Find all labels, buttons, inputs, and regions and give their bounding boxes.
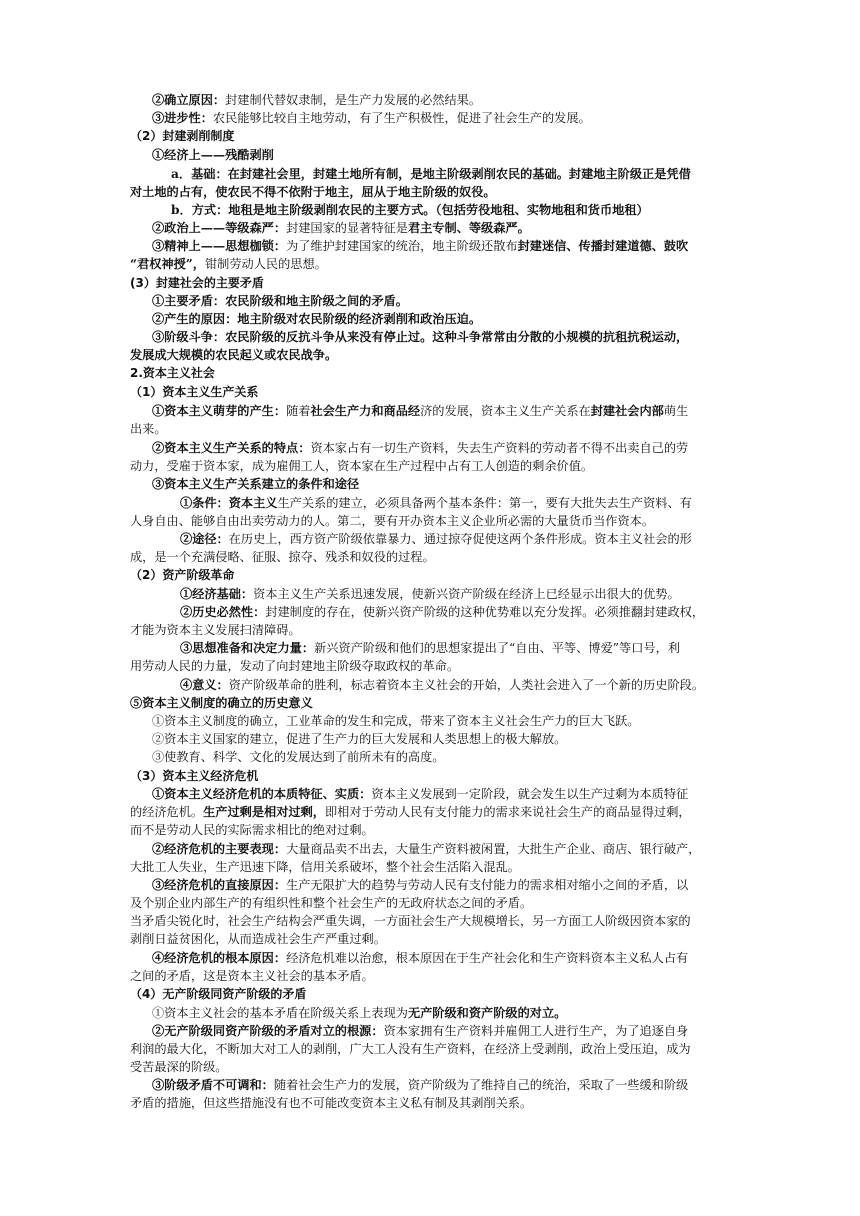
bold-text: ⑤资本主义制度的确立的历史意义	[130, 696, 313, 710]
bold-text: ①资本主义萌芽的产生：	[152, 404, 287, 418]
text-line	[152, 91, 730, 109]
bold-text: ①资本主义经济危机的本质特征、实质：	[152, 787, 372, 801]
text-run: 之间的矛盾，这是资本主义社会的基本矛盾。	[130, 969, 374, 983]
text-run: 济的发展，资本主义生产关系在	[420, 404, 591, 418]
bold-text: 资本主义	[228, 496, 278, 510]
text-run: 大量商品卖不出去，大量生产资料被闲置，大批生产企业、商店、银行破产，	[286, 842, 701, 856]
text-line	[130, 512, 730, 530]
text-line	[130, 420, 730, 438]
text-run: 大批工人失业，生产迅速下降，信用关系破坏，整个社会生活陷入混乱。	[130, 860, 520, 874]
text-line	[130, 1058, 730, 1076]
section-heading	[130, 985, 730, 1003]
text-line	[130, 183, 730, 201]
text-line	[130, 457, 730, 475]
text-line	[152, 475, 730, 493]
text-run: 新兴资产阶级和他们的思想家提出了“自由、平等、博爱”等口号，利	[314, 641, 680, 655]
bold-text: “君权神授”，	[130, 257, 205, 271]
text-line	[152, 1076, 730, 1094]
text-run: 利润的最大化，不断加大对工人的剥削，广大工人没有生产资料，在经济上受剥削，政治上受压迫，成为	[130, 1042, 691, 1056]
text-run: 在历史上，西方资产阶级依靠暴力、通过掠夺促使这两个条件形成。资本主义社会的形	[228, 532, 692, 546]
text-line	[130, 894, 730, 912]
bold-text: 封建迷信、传播封建道德、鼓吹	[517, 239, 689, 253]
text-line	[152, 748, 730, 766]
text-line	[152, 402, 730, 420]
text-run: 的经济危机。	[130, 805, 204, 819]
text-line	[152, 237, 730, 255]
text-line	[180, 494, 730, 512]
bold-text: ②政治上——等级森严：	[152, 221, 287, 235]
text-line	[152, 785, 730, 803]
section-heading	[130, 274, 730, 292]
bold-text: ③阶级矛盾不可调和：	[152, 1078, 274, 1092]
bold-text: （2）资产阶级革命	[130, 568, 235, 582]
bold-text: ①经济基础：	[180, 587, 254, 601]
bold-text: ③思想准备和决定力量：	[180, 641, 315, 655]
bold-text: a．基础：在封建社会里，封建土地所有制，是地主阶级剥削农民的基础。封建地主阶级正是凭借	[171, 167, 691, 181]
text-line	[130, 621, 730, 639]
text-line	[180, 676, 730, 694]
text-run: 人身自由、能够自由出卖劳动力的人。第二，要有开办资本主义企业所必需的大量货币当作资本。	[130, 514, 655, 528]
text-line	[152, 1004, 730, 1022]
bold-text: ③精神上——思想枷锁：	[152, 239, 287, 253]
text-line	[152, 876, 730, 894]
text-run: 钳制劳动人民的思想。	[204, 257, 327, 271]
text-run: 用劳动人民的力量，发动了向封建地主阶级夺取政权的革命。	[130, 659, 460, 673]
text-run: 经济危机难以治愈，根本原因在于生产社会化和生产资料资本主义私人占有	[286, 951, 689, 965]
text-run: 动力，受雇于资本家，成为雇佣工人，资本家在生产过程中占有工人创造的剩余价值。	[130, 459, 594, 473]
bold-text: ②无产阶级同资产阶级的矛盾对立的根源：	[152, 1024, 384, 1038]
text-run: 封建制度的存在，使新兴资产阶级的这种优势难以充分发挥。必须推翻封建政权，	[265, 605, 705, 619]
text-line	[152, 219, 730, 237]
text-run: 随着	[286, 404, 311, 418]
bold-text: 发展成大规模的农民起义或农民战争。	[130, 348, 338, 362]
text-line	[152, 439, 730, 457]
text-line	[130, 548, 730, 566]
text-run: 农民能够比较自主地劳动，有了生产积极性，促进了社会生产的发展。	[212, 111, 591, 125]
text-line	[130, 694, 730, 712]
bold-text: ②历史必然性：	[180, 605, 266, 619]
text-run: 矛盾的措施，但这些措施没有也不可能改变资本主义私有制及其剥削关系。	[130, 1096, 533, 1110]
text-run: 封建国家的显著特征是	[286, 221, 408, 235]
bold-text: ②确立原因：	[152, 93, 226, 107]
bold-text: ①条件：	[180, 496, 229, 510]
bold-text: 2.资本主义社会	[130, 366, 215, 380]
section-heading	[130, 566, 730, 584]
bold-text: 无产阶级和资产阶级的对立。	[407, 1006, 567, 1020]
text-line	[130, 1094, 730, 1112]
bold-text: ①经济上——残酷剥削	[152, 148, 274, 162]
text-line	[152, 292, 730, 310]
text-line	[130, 930, 730, 948]
text-run: 及个别企业内部生产的有组织性和整个社会生产的无政府状态之间的矛盾。	[130, 896, 533, 910]
bold-text: b．方式：地租是地主阶级剥削农民的主要方式。（包括劳役地租、实物地租和货币地租）	[171, 203, 649, 217]
text-run: 资本家占有一切生产资料，失去生产资料的劳动者不得不出卖自己的劳	[310, 441, 689, 455]
text-run: 资本主义发展到一定阶段，就会发生以生产过剩为本质特征	[371, 787, 689, 801]
text-line	[180, 603, 730, 621]
text-line	[152, 109, 730, 127]
text-line	[180, 530, 730, 548]
text-run: 资本主义生产关系迅速发展，使新兴资产阶级在经济上已经显示出很大的优势。	[253, 587, 680, 601]
bold-text: ①主要矛盾：农民阶级和地主阶级之间的矛盾。	[152, 294, 408, 308]
text-line	[152, 712, 730, 730]
text-line	[130, 803, 730, 821]
text-run: 而不是劳动人民的实际需求相比的绝对过剩。	[130, 823, 374, 837]
text-run: ③使教育、科学、文化的发展达到了前所未有的高度。	[152, 750, 445, 764]
text-line	[130, 346, 730, 364]
text-line	[171, 201, 730, 219]
bold-text: （2）封建剥削制度	[130, 129, 235, 143]
text-run: 生产关系的建立，必须具备两个基本条件：第一，要有大批失去生产资料、有	[277, 496, 692, 510]
text-line	[130, 912, 730, 930]
text-line	[152, 840, 730, 858]
text-run: 受苦最深的阶级。	[130, 1060, 228, 1074]
section-heading	[130, 364, 730, 382]
text-run: 当矛盾尖锐化时，社会生产结构会严重失调，一方面社会生产大规模增长，另一方面工人阶级因资本家的	[130, 914, 691, 928]
text-line	[130, 967, 730, 985]
text-run: ②资本主义国家的建立，促进了生产力的巨大发展和人类思想上的极大解放。	[152, 732, 567, 746]
text-line	[180, 585, 730, 603]
section-heading	[130, 767, 730, 785]
bold-text: ③资本主义生产关系建立的条件和途径	[152, 477, 360, 491]
text-run: 生产无限扩大的趋势与劳动人民有支付能力的需求相对缩小之间的矛盾，以	[286, 878, 689, 892]
bold-text: （4）无产阶级同资产阶级的矛盾	[130, 987, 307, 1001]
text-run: 才能为资本主义发展扫清障碍。	[130, 623, 301, 637]
text-line	[130, 255, 730, 273]
text-line	[130, 821, 730, 839]
text-run: 即相对于劳动人民有支付能力的需求来说社会生产的商品显得过剩，	[325, 805, 691, 819]
bold-text: （3）资本主义经济危机	[130, 769, 259, 783]
text-run: 剥削日益贫困化，从而造成社会生产严重过剩。	[130, 932, 386, 946]
text-line	[130, 657, 730, 675]
section-heading	[130, 383, 730, 401]
bold-text: ③经济危机的直接原因：	[152, 878, 287, 892]
bold-text: 对土地的占有，使农民不得不依附于地主，屈从于地主阶级的奴役。	[130, 185, 496, 199]
text-run: 为了维护封建国家的统治，地主阶级还散布	[286, 239, 518, 253]
text-run: 资产阶级革命的胜利，标志着资本主义社会的开始，人类社会进入了一个新的历史阶段。	[228, 678, 705, 692]
text-run: ①资本主义制度的确立，工业革命的发生和完成，带来了资本主义社会生产力的巨大飞跃。	[152, 714, 640, 728]
text-line	[130, 858, 730, 876]
text-line	[171, 165, 730, 183]
text-run: 资本家拥有生产资料并雇佣工人进行生产，为了追逐自身	[383, 1024, 689, 1038]
bold-text: ④经济危机的根本原因：	[152, 951, 287, 965]
text-run: 随着社会生产力的发展，资产阶级为了维持自己的统治，采取了一些缓和阶级	[273, 1078, 689, 1092]
text-line	[152, 949, 730, 967]
text-line	[152, 146, 730, 164]
bold-text: 封建社会内部	[590, 404, 664, 418]
bold-text: ②途径：	[180, 532, 229, 546]
bold-text: ②产生的原因：地主阶级对农民阶级的经济剥削和政治压迫。	[152, 312, 482, 326]
text-run: 封建制代替奴隶制，是生产力发展的必然结果。	[225, 93, 482, 107]
text-line	[180, 639, 730, 657]
text-run: 出来。	[130, 422, 167, 436]
bold-text: 君主专制、等级森严。	[407, 221, 530, 235]
bold-text: (3）封建社会的主要矛盾	[130, 276, 264, 290]
bold-text: （1）资本主义生产关系	[130, 385, 259, 399]
text-line	[152, 310, 730, 328]
bold-text: ④意义：	[180, 678, 229, 692]
text-line	[152, 730, 730, 748]
text-run: ①资本主义社会的基本矛盾在阶级关系上表现为	[152, 1006, 408, 1020]
text-line	[152, 328, 730, 346]
bold-text: ②经济危机的主要表现：	[152, 842, 287, 856]
bold-text: ②资本主义生产关系的特点：	[152, 441, 311, 455]
bold-text: ③进步性：	[152, 111, 213, 125]
bold-text: 社会生产力和商品经	[310, 404, 421, 418]
section-heading	[130, 127, 730, 145]
bold-text: 生产过剩是相对过剩，	[203, 805, 325, 819]
bold-text: ③阶级斗争：农民阶级的反抗斗争从来没有停止过。这种斗争常常由分散的小规模的抗租抗税运动，	[152, 330, 689, 344]
text-run: 萌生	[663, 404, 689, 418]
text-line	[152, 1022, 730, 1040]
text-line	[130, 1040, 730, 1058]
text-run: 成，是一个充满侵略、征服、掠夺、残杀和奴役的过程。	[130, 550, 435, 564]
